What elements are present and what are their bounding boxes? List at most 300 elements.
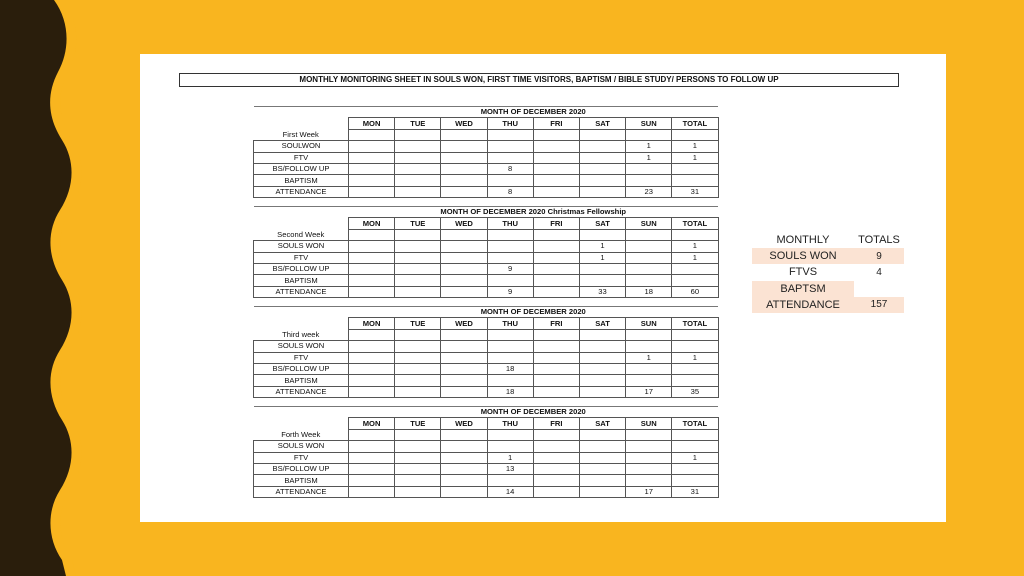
data-cell (441, 363, 487, 374)
data-cell (349, 441, 395, 452)
table-row (254, 363, 719, 374)
grid-cell (349, 329, 395, 340)
data-cell (533, 352, 579, 363)
data-cell (579, 186, 625, 197)
grid-cell (533, 129, 579, 140)
data-cell (626, 375, 672, 386)
data-cell (441, 463, 487, 474)
data-cell (487, 375, 533, 386)
grid-cell (579, 229, 625, 240)
grid-cell (487, 229, 533, 240)
data-cell (349, 286, 395, 297)
day-header: TOTAL (672, 418, 718, 429)
summary-row (752, 281, 904, 297)
data-cell: 31 (672, 186, 718, 197)
grid-cell (441, 329, 487, 340)
day-header: SAT (579, 418, 625, 429)
data-cell (626, 363, 672, 374)
day-header: SUN (626, 218, 672, 229)
data-cell (395, 363, 441, 374)
day-header-row (254, 118, 719, 129)
row-label: SOULWON (254, 141, 349, 152)
data-cell (626, 463, 672, 474)
day-header: MON (349, 318, 395, 329)
month-blank-cell (254, 407, 349, 418)
decorative-wavy-band (0, 0, 110, 576)
summary-value: 4 (876, 266, 882, 278)
data-cell (349, 152, 395, 163)
grid-cell (672, 429, 718, 440)
month-title: MONTH OF DECEMBER 2020 (349, 307, 719, 318)
grid-cell (533, 229, 579, 240)
table-row (254, 241, 719, 252)
data-cell: 31 (672, 486, 718, 497)
grid-cell (395, 329, 441, 340)
data-cell (349, 386, 395, 397)
data-cell (626, 452, 672, 463)
row-label: BAPTISM (254, 175, 349, 186)
summary-value: 9 (854, 248, 904, 264)
data-cell (395, 175, 441, 186)
data-cell (579, 263, 625, 274)
data-cell (349, 352, 395, 363)
week-label: First Week (282, 129, 319, 139)
data-cell (441, 386, 487, 397)
data-cell (395, 441, 441, 452)
day-header: SAT (579, 218, 625, 229)
data-cell: 60 (672, 286, 718, 297)
summary-row (752, 264, 904, 280)
data-cell (441, 241, 487, 252)
table-row (254, 441, 719, 452)
week-table (253, 106, 719, 198)
data-cell (349, 186, 395, 197)
table-row (254, 275, 719, 286)
data-cell (579, 486, 625, 497)
data-cell: 1 (672, 152, 718, 163)
data-cell (441, 475, 487, 486)
day-header: TUE (395, 418, 441, 429)
data-cell (579, 375, 625, 386)
data-cell: 8 (487, 163, 533, 174)
grid-cell (441, 229, 487, 240)
data-cell (533, 341, 579, 352)
grid-cell (349, 129, 395, 140)
summary-value: 157 (854, 297, 904, 313)
grid-cell (579, 429, 625, 440)
day-header: SUN (626, 118, 672, 129)
data-cell: 1 (579, 241, 625, 252)
week-table (253, 406, 719, 498)
data-cell (349, 141, 395, 152)
data-cell: 18 (626, 286, 672, 297)
data-cell (395, 252, 441, 263)
data-cell (487, 441, 533, 452)
data-cell (533, 152, 579, 163)
data-cell (626, 475, 672, 486)
data-cell (395, 141, 441, 152)
row-label: ATTENDANCE (254, 386, 349, 397)
table-row (254, 352, 719, 363)
week-label: Forth Week (281, 429, 321, 439)
grid-cell (672, 329, 718, 340)
data-cell (441, 275, 487, 286)
data-cell: 1 (672, 241, 718, 252)
day-header: TUE (395, 118, 441, 129)
grid-cell (626, 129, 672, 140)
day-header-row (254, 418, 719, 429)
data-cell (349, 241, 395, 252)
data-cell (533, 386, 579, 397)
data-cell (533, 486, 579, 497)
week-label: Third week (282, 329, 320, 339)
data-cell (441, 486, 487, 497)
table-row (254, 452, 719, 463)
grid-cell (579, 329, 625, 340)
data-cell (487, 275, 533, 286)
monthly-totals-table (752, 232, 904, 313)
data-cell (626, 175, 672, 186)
month-row (254, 107, 719, 118)
data-cell: 1 (672, 352, 718, 363)
data-cell: 35 (672, 386, 718, 397)
sheet-title: MONTHLY MONITORING SHEET IN SOULS WON, FIRST TIME VISITORS, BAPTISM / BIBLE STUDY/ PERSONS TO FOLLOW UP (179, 73, 899, 87)
grid-cell (672, 129, 718, 140)
data-cell (349, 263, 395, 274)
data-cell (395, 263, 441, 274)
row-label: ATTENDANCE (254, 186, 349, 197)
row-label: ATTENDANCE (254, 286, 349, 297)
data-cell (349, 163, 395, 174)
day-header: SUN (626, 318, 672, 329)
month-blank-cell (254, 207, 349, 218)
day-header: FRI (533, 418, 579, 429)
day-header: SUN (626, 418, 672, 429)
data-cell (395, 386, 441, 397)
data-cell (395, 463, 441, 474)
week-label-row (254, 429, 719, 440)
table-row (254, 375, 719, 386)
data-cell (487, 241, 533, 252)
table-row (254, 263, 719, 274)
data-cell (533, 463, 579, 474)
summary-header-value: TOTALS (858, 234, 900, 247)
week-table (253, 206, 719, 298)
data-cell (533, 475, 579, 486)
data-cell (395, 163, 441, 174)
data-cell (395, 375, 441, 386)
data-cell (441, 175, 487, 186)
data-cell (533, 263, 579, 274)
data-cell: 33 (579, 286, 625, 297)
week-table (253, 306, 719, 398)
data-cell (672, 275, 718, 286)
day-header: TOTAL (672, 318, 718, 329)
table-row (254, 175, 719, 186)
day-header: TUE (395, 218, 441, 229)
grid-cell (395, 429, 441, 440)
row-label: BAPTISM (254, 475, 349, 486)
data-cell (395, 152, 441, 163)
data-cell (533, 241, 579, 252)
data-cell (395, 286, 441, 297)
data-cell (533, 186, 579, 197)
grid-cell (487, 429, 533, 440)
grid-cell (487, 329, 533, 340)
data-cell (672, 441, 718, 452)
summary-header-row (752, 232, 904, 248)
day-header: MON (349, 418, 395, 429)
summary-label: SOULS WON (752, 248, 854, 264)
table-row (254, 386, 719, 397)
data-cell (441, 141, 487, 152)
row-label: BAPTISM (254, 275, 349, 286)
week-label: Second Week (277, 229, 325, 239)
day-header: TUE (395, 318, 441, 329)
data-cell (626, 275, 672, 286)
data-cell (349, 463, 395, 474)
grid-cell (487, 129, 533, 140)
grid-cell (395, 129, 441, 140)
month-row (254, 407, 719, 418)
data-cell (579, 363, 625, 374)
summary-row (752, 248, 904, 264)
month-title: MONTH OF DECEMBER 2020 Christmas Fellowship (349, 207, 719, 218)
data-cell (441, 341, 487, 352)
row-label: ATTENDANCE (254, 486, 349, 497)
summary-label: ATTENDANCE (752, 297, 854, 313)
data-cell (441, 263, 487, 274)
data-cell: 9 (487, 286, 533, 297)
data-cell (349, 486, 395, 497)
data-cell (395, 352, 441, 363)
month-row (254, 307, 719, 318)
data-cell (579, 152, 625, 163)
data-cell (579, 352, 625, 363)
header-blank-cell (254, 118, 349, 129)
day-header: MON (349, 118, 395, 129)
row-label: SOULS WON (254, 241, 349, 252)
data-cell (579, 475, 625, 486)
data-cell: 1 (626, 141, 672, 152)
data-cell (626, 263, 672, 274)
day-header: THU (487, 218, 533, 229)
month-blank-cell (254, 307, 349, 318)
data-cell (487, 352, 533, 363)
data-cell (487, 252, 533, 263)
data-cell (579, 275, 625, 286)
summary-label: FTVS (788, 266, 818, 279)
row-label: FTV (254, 452, 349, 463)
data-cell (441, 441, 487, 452)
grid-cell (579, 129, 625, 140)
week-label-row (254, 329, 719, 340)
data-cell: 17 (626, 386, 672, 397)
table-row (254, 141, 719, 152)
data-cell (349, 363, 395, 374)
data-cell: 1 (579, 252, 625, 263)
data-cell (349, 475, 395, 486)
table-row (254, 486, 719, 497)
summary-row (752, 297, 904, 313)
data-cell (487, 141, 533, 152)
day-header: THU (487, 418, 533, 429)
data-cell (672, 341, 718, 352)
table-row (254, 475, 719, 486)
data-cell (533, 175, 579, 186)
data-cell: 1 (672, 452, 718, 463)
week-label-row (254, 229, 719, 240)
data-cell (441, 186, 487, 197)
data-cell: 14 (487, 486, 533, 497)
day-header: FRI (533, 218, 579, 229)
row-label: BS/FOLLOW UP (254, 163, 349, 174)
grid-cell (441, 429, 487, 440)
grid-cell (533, 429, 579, 440)
data-cell (672, 163, 718, 174)
data-cell (533, 363, 579, 374)
data-cell (672, 475, 718, 486)
data-cell (395, 275, 441, 286)
day-header: THU (487, 318, 533, 329)
data-cell: 9 (487, 263, 533, 274)
monitoring-sheet (140, 54, 946, 522)
row-label: BAPTISM (254, 375, 349, 386)
day-header: FRI (533, 118, 579, 129)
header-blank-cell (254, 318, 349, 329)
data-cell (533, 252, 579, 263)
grid-cell (349, 429, 395, 440)
grid-cell (395, 229, 441, 240)
table-row (254, 286, 719, 297)
data-cell: 23 (626, 186, 672, 197)
month-blank-cell (254, 107, 349, 118)
data-cell (533, 441, 579, 452)
data-cell (349, 375, 395, 386)
data-cell (626, 252, 672, 263)
table-row (254, 463, 719, 474)
grid-cell (672, 229, 718, 240)
day-header: WED (441, 418, 487, 429)
summary-header-label: MONTHLY (776, 234, 830, 247)
data-cell (395, 341, 441, 352)
data-cell: 13 (487, 463, 533, 474)
data-cell (395, 486, 441, 497)
data-cell (672, 363, 718, 374)
header-blank-cell (254, 218, 349, 229)
month-title: MONTH OF DECEMBER 2020 (349, 407, 719, 418)
row-label: FTV (254, 252, 349, 263)
data-cell (395, 241, 441, 252)
data-cell (487, 152, 533, 163)
data-cell: 1 (626, 152, 672, 163)
month-title: MONTH OF DECEMBER 2020 (349, 107, 719, 118)
data-cell: 1 (672, 141, 718, 152)
day-header: WED (441, 218, 487, 229)
row-label: FTV (254, 352, 349, 363)
data-cell: 18 (487, 386, 533, 397)
data-cell (672, 463, 718, 474)
data-cell (395, 452, 441, 463)
data-cell (487, 475, 533, 486)
table-row (254, 252, 719, 263)
data-cell: 1 (672, 252, 718, 263)
data-cell (395, 186, 441, 197)
table-row (254, 186, 719, 197)
data-cell (533, 141, 579, 152)
data-cell (626, 163, 672, 174)
table-row (254, 152, 719, 163)
data-cell (441, 286, 487, 297)
data-cell (579, 452, 625, 463)
data-cell (441, 163, 487, 174)
data-cell (441, 352, 487, 363)
data-cell (441, 252, 487, 263)
data-cell (533, 286, 579, 297)
day-header: SAT (579, 118, 625, 129)
data-cell: 17 (626, 486, 672, 497)
data-cell (579, 163, 625, 174)
data-cell (626, 341, 672, 352)
table-row (254, 341, 719, 352)
day-header: SAT (579, 318, 625, 329)
row-label: SOULS WON (254, 441, 349, 452)
data-cell (533, 375, 579, 386)
grid-cell (533, 329, 579, 340)
data-cell (626, 441, 672, 452)
data-cell (533, 275, 579, 286)
data-cell (441, 375, 487, 386)
day-header-row (254, 318, 719, 329)
table-row (254, 163, 719, 174)
day-header: WED (441, 118, 487, 129)
data-cell (487, 175, 533, 186)
data-cell: 1 (487, 452, 533, 463)
row-label: BS/FOLLOW UP (254, 463, 349, 474)
grid-cell (349, 229, 395, 240)
data-cell (349, 252, 395, 263)
day-header: TOTAL (672, 218, 718, 229)
day-header: TOTAL (672, 118, 718, 129)
data-cell (441, 152, 487, 163)
data-cell (626, 241, 672, 252)
data-cell (579, 341, 625, 352)
day-header: MON (349, 218, 395, 229)
grid-cell (626, 329, 672, 340)
week-label-row (254, 129, 719, 140)
data-cell (579, 141, 625, 152)
data-cell (349, 275, 395, 286)
data-cell (672, 375, 718, 386)
data-cell: 18 (487, 363, 533, 374)
data-cell (349, 175, 395, 186)
day-header: WED (441, 318, 487, 329)
summary-label: BAPTSM (752, 281, 854, 297)
data-cell (533, 163, 579, 174)
data-cell (672, 175, 718, 186)
data-cell (395, 475, 441, 486)
data-cell (349, 452, 395, 463)
row-label: BS/FOLLOW UP (254, 363, 349, 374)
data-cell (579, 441, 625, 452)
data-cell (349, 341, 395, 352)
summary-value (854, 281, 904, 297)
grid-cell (626, 229, 672, 240)
data-cell (579, 175, 625, 186)
grid-cell (441, 129, 487, 140)
data-cell: 8 (487, 186, 533, 197)
data-cell (672, 263, 718, 274)
